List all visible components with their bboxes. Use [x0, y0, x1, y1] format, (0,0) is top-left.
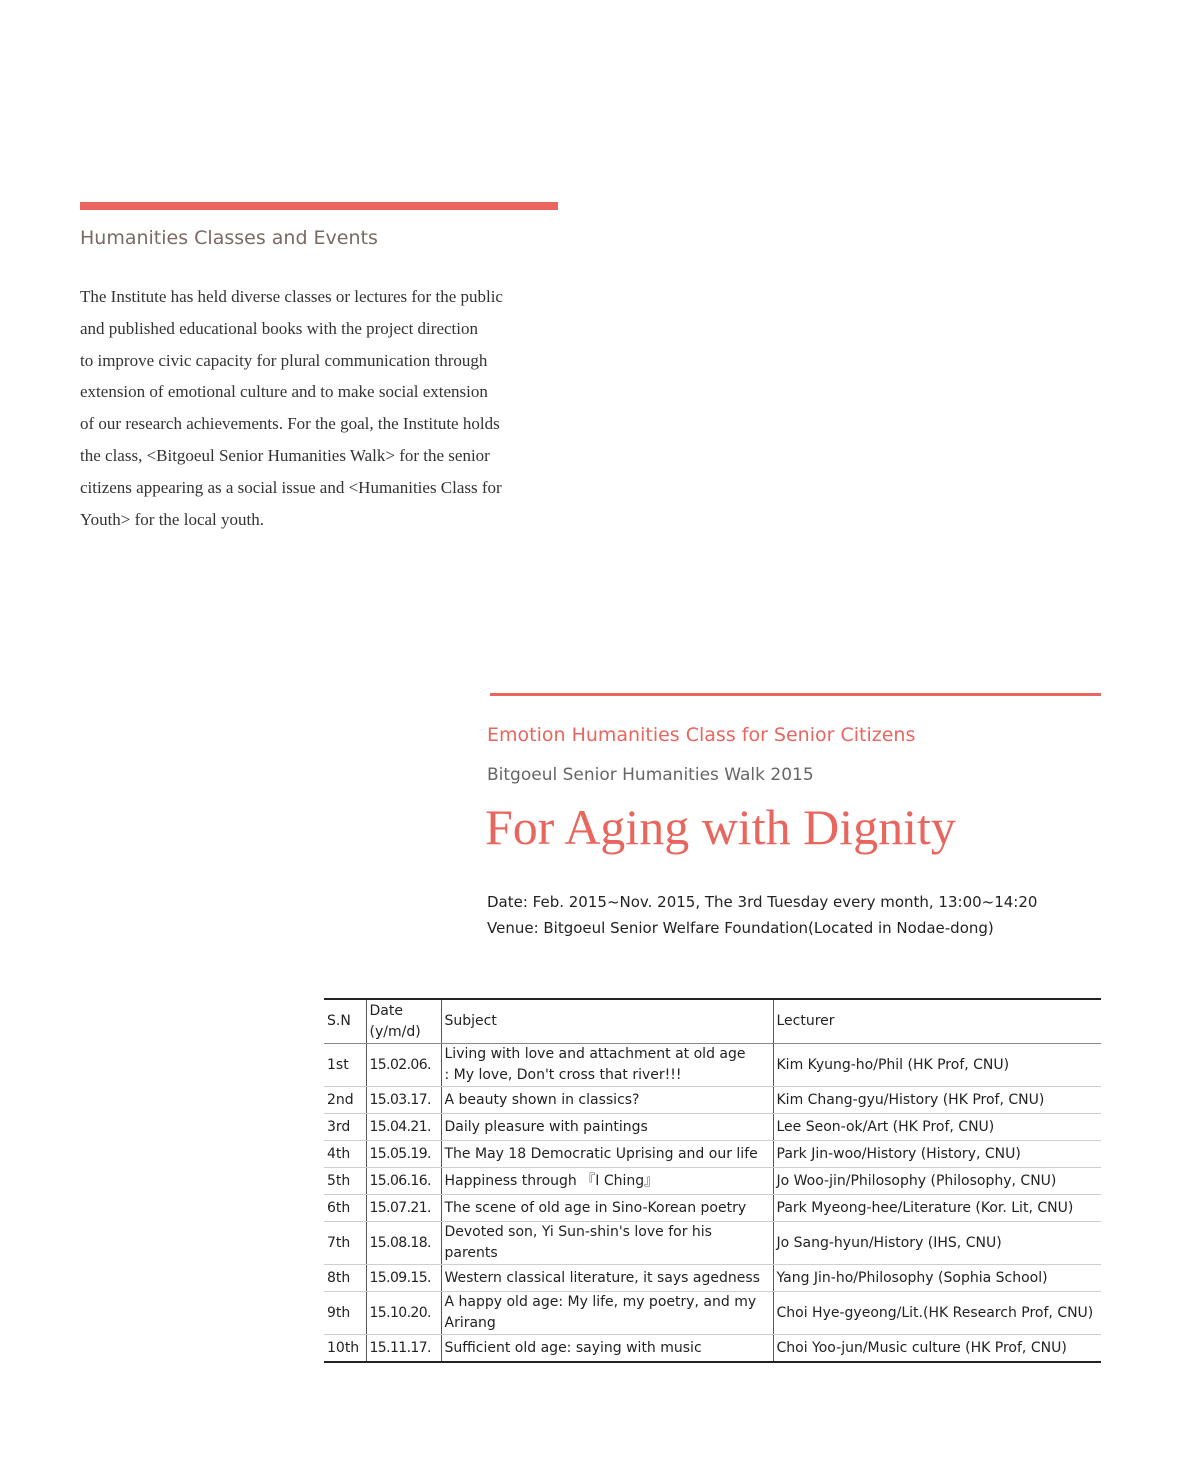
header-lecturer: Lecturer	[773, 999, 1101, 1044]
intro-line: extension of emotional culture and to make social extension	[80, 382, 488, 402]
cell-lecturer: Park Jin-woo/History (History, CNU)	[773, 1141, 1101, 1168]
intro-line: of our research achievements. For the goal, the Institute holds	[80, 414, 500, 434]
table-row	[324, 1195, 1101, 1222]
header-date-line: Date	[369, 1002, 403, 1019]
subject-line: : My love, Don't cross that river!!!	[444, 1067, 682, 1083]
section-title: Humanities Classes and Events	[80, 227, 378, 249]
cell-lecturer: Choi Hye-gyeong/Lit.(HK Research Prof, CNU)	[773, 1292, 1101, 1335]
cell-date: 15.05.19.	[366, 1141, 441, 1168]
cell-date: 15.08.18.	[366, 1222, 441, 1265]
program-subtitle: Bitgoeul Senior Humanities Walk 2015	[487, 765, 814, 785]
cell-subject: The scene of old age in Sino-Korean poetry	[441, 1195, 773, 1222]
table-row	[324, 1114, 1101, 1141]
intro-line: The Institute has held diverse classes or lectures for the public	[80, 287, 503, 306]
cell-subject: Daily pleasure with paintings	[441, 1114, 773, 1141]
cell-date: 15.07.21.	[366, 1195, 441, 1222]
cell-lecturer: Lee Seon-ok/Art (HK Prof, CNU)	[773, 1114, 1101, 1141]
cell-lecturer: Jo Woo-jin/Philosophy (Philosophy, CNU)	[773, 1168, 1101, 1195]
cell-lecturer: Jo Sang-hyun/History (IHS, CNU)	[773, 1222, 1101, 1265]
cell-sn: 1st	[324, 1044, 366, 1087]
header-sn: S.N	[324, 999, 366, 1044]
intro-line: to improve civic capacity for plural communication through	[80, 350, 488, 370]
cell-date: 15.02.06.	[366, 1044, 441, 1087]
table-row	[324, 1087, 1101, 1114]
intro-paragraph	[80, 281, 570, 535]
table-row	[324, 1044, 1101, 1087]
cell-sn: 6th	[324, 1195, 366, 1222]
cell-sn: 7th	[324, 1222, 366, 1265]
cell-sn: 9th	[324, 1292, 366, 1335]
cell-subject: A beauty shown in classics?	[441, 1087, 773, 1114]
cell-sn: 4th	[324, 1141, 366, 1168]
cell-date: 15.11.17.	[366, 1335, 441, 1363]
table-row	[324, 1168, 1101, 1195]
cell-sn: 2nd	[324, 1087, 366, 1114]
subject-line: Arirang	[444, 1315, 496, 1331]
schedule-table	[324, 998, 1101, 1363]
intro-line: Youth> for the local youth.	[80, 509, 264, 529]
subject-line: Living with love and attachment at old age	[444, 1046, 746, 1062]
cell-subject	[441, 1292, 773, 1335]
class-type-heading: Emotion Humanities Class for Senior Citizens	[487, 724, 916, 746]
table-header-row	[324, 999, 1101, 1044]
table-row	[324, 1335, 1101, 1363]
cell-sn: 5th	[324, 1168, 366, 1195]
header-date-line: (y/m/d)	[369, 1023, 421, 1040]
cell-lecturer: Kim Kyung-ho/Phil (HK Prof, CNU)	[773, 1044, 1101, 1087]
program-venue: Venue: Bitgoeul Senior Welfare Foundation(Located in Nodae-dong)	[487, 919, 994, 937]
cell-lecturer: Park Myeong-hee/Literature (Kor. Lit, CNU)	[773, 1195, 1101, 1222]
cell-lecturer: Choi Yoo-jun/Music culture (HK Prof, CNU)	[773, 1335, 1101, 1363]
cell-sn: 8th	[324, 1265, 366, 1292]
section-divider	[80, 202, 558, 210]
program-divider	[490, 693, 1101, 696]
cell-date: 15.03.17.	[366, 1087, 441, 1114]
cell-subject: Sufficient old age: saying with music	[441, 1335, 773, 1363]
cell-subject: Western classical literature, it says agedness	[441, 1265, 773, 1292]
cell-sn: 10th	[324, 1335, 366, 1363]
cell-lecturer: Yang Jin-ho/Philosophy (Sophia School)	[773, 1265, 1101, 1292]
cell-lecturer: Kim Chang-gyu/History (HK Prof, CNU)	[773, 1087, 1101, 1114]
header-date	[366, 999, 441, 1044]
intro-line: and published educational books with the project direction	[80, 318, 478, 338]
subject-line: A happy old age: My life, my poetry, and my	[444, 1294, 757, 1310]
program-date: Date: Feb. 2015~Nov. 2015, The 3rd Tuesday every month, 13:00~14:20	[487, 893, 1038, 911]
cell-sn: 3rd	[324, 1114, 366, 1141]
table-row	[324, 1141, 1101, 1168]
cell-date: 15.06.16.	[366, 1168, 441, 1195]
table-row	[324, 1265, 1101, 1292]
cell-subject: Happiness through 『I Ching』	[441, 1168, 773, 1195]
cell-date: 15.09.15.	[366, 1265, 441, 1292]
intro-line: citizens appearing as a social issue and <Humanities Class for	[80, 477, 502, 497]
header-subject: Subject	[441, 999, 773, 1044]
cell-subject: Devoted son, Yi Sun-shin's love for his parents	[441, 1222, 773, 1265]
cell-date: 15.04.21.	[366, 1114, 441, 1141]
table-row	[324, 1222, 1101, 1265]
cell-subject: The May 18 Democratic Uprising and our life	[441, 1141, 773, 1168]
cell-date: 15.10.20.	[366, 1292, 441, 1335]
intro-line: the class, <Bitgoeul Senior Humanities Walk> for the senior	[80, 445, 490, 465]
program-title: For Aging with Dignity	[485, 799, 956, 855]
cell-subject	[441, 1044, 773, 1087]
table-row	[324, 1292, 1101, 1335]
